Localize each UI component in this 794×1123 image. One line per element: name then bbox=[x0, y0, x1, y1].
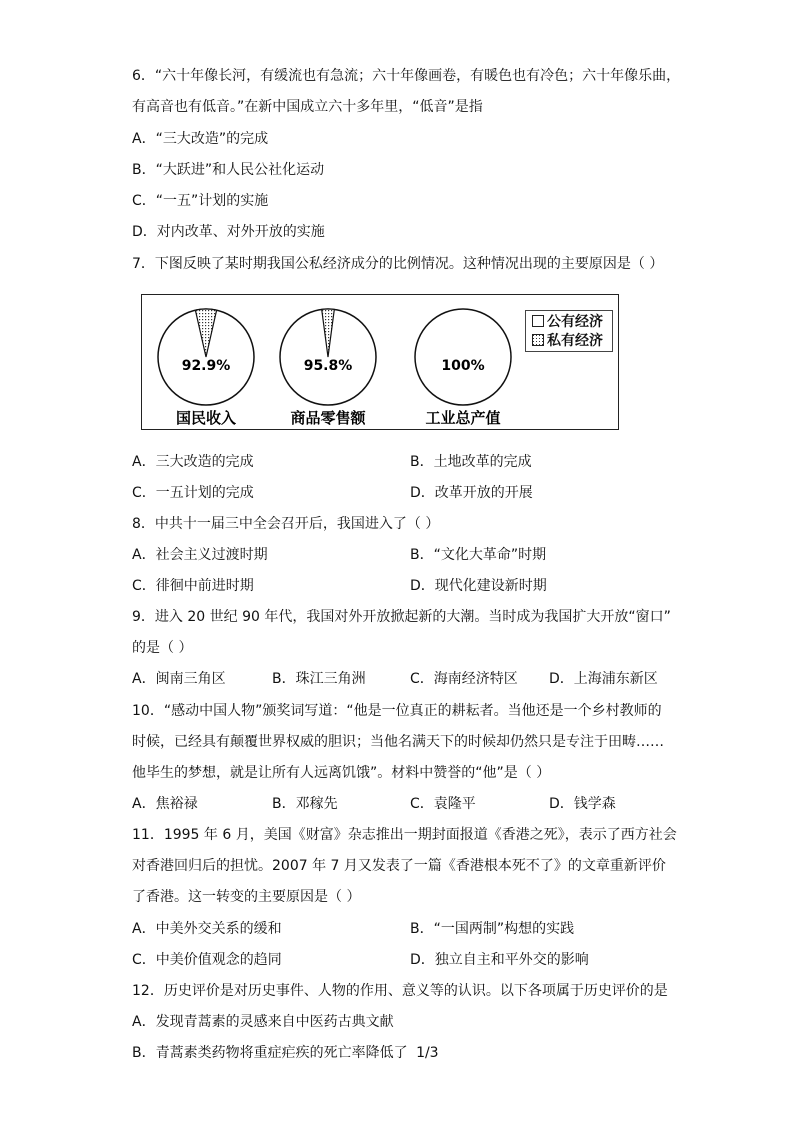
q9-stem-line2: 的是（ ） bbox=[132, 640, 193, 656]
q9-option-a: A．闽南三角区 bbox=[132, 671, 226, 687]
q12-stem: 12．历史评价是对历史事件、人物的作用、意义等的认识。以下各项属于历史评价的是 bbox=[132, 983, 668, 999]
q11-stem-line3: 了香港。这一转变的主要原因是（ ） bbox=[132, 889, 361, 905]
legend-item-public bbox=[532, 313, 603, 331]
q6-option-c: C．“一五”计划的实施 bbox=[132, 193, 269, 209]
pie-2-value-label: 95.8% bbox=[303, 358, 353, 374]
q7-option-d: D．改革开放的开展 bbox=[410, 485, 533, 501]
q10-stem-line2: 时候，已经具有颠覆世界权威的胆识；当他名满天下的时候却仍然只是专注于田畴…… bbox=[132, 734, 664, 750]
q8-stem: 8．中共十一届三中全会召开后，我国进入了（ ） bbox=[132, 516, 440, 532]
q8-option-d: D．现代化建设新时期 bbox=[410, 578, 547, 594]
legend-label-private: 私有经济 bbox=[547, 333, 603, 349]
q9-stem-line1: 9．进入 20 世纪 90 年代，我国对外开放掀起新的大潮。当时成为我国扩大开放“窗口” bbox=[132, 609, 671, 625]
q6-option-b: B．“大跃进”和人民公社化运动 bbox=[132, 162, 325, 178]
q6-option-d: D．对内改革、对外开放的实施 bbox=[132, 224, 325, 240]
q7-stem: 7．下图反映了某时期我国公私经济成分的比例情况。这种情况出现的主要原因是（ ） bbox=[132, 256, 664, 272]
q10-option-b: B．邓稼先 bbox=[272, 796, 338, 812]
q11-option-b: B．“一国两制”构想的实践 bbox=[410, 921, 575, 937]
q8-option-b: B．“文化大革命”时期 bbox=[410, 547, 547, 563]
q10-option-a: A．焦裕禄 bbox=[132, 796, 198, 812]
q7-option-b: B．土地改革的完成 bbox=[410, 454, 532, 470]
pie-2-caption: 商品零售额 bbox=[290, 409, 366, 427]
q6-option-a: A．“三大改造”的完成 bbox=[132, 131, 269, 147]
legend-item-private bbox=[532, 332, 603, 350]
q10-option-c: C．袁隆平 bbox=[410, 796, 476, 812]
q11-stem-line2: 对香港回归后的担忧。2007 年 7 月又发表了一篇《香港根本死不了》的文章重新评价 bbox=[132, 858, 666, 874]
q7-option-c: C．一五计划的完成 bbox=[132, 485, 254, 501]
q8-option-c: C．徘徊中前进时期 bbox=[132, 578, 254, 594]
q10-stem-line3: 他毕生的梦想，就是让所有人远离饥饿”。材料中赞誉的“他”是（ ） bbox=[132, 765, 551, 781]
q12-option-a: A．发现青蒿素的灵感来自中医药古典文献 bbox=[132, 1014, 394, 1030]
legend-label-public: 公有经济 bbox=[547, 314, 603, 330]
q10-option-d: D．钱学森 bbox=[549, 796, 616, 812]
q10-stem-line1: 10．“感动中国人物”颁奖词写道：“他是一位真正的耕耘者。当他还是一个乡村教师的 bbox=[132, 703, 662, 719]
pie-1-caption: 国民收入 bbox=[175, 409, 237, 427]
q11-option-a: A．中美外交关系的缓和 bbox=[132, 921, 282, 937]
q12-option-b bbox=[132, 1043, 439, 1063]
pie-3-circle bbox=[415, 309, 511, 405]
q7-option-a: A．三大改造的完成 bbox=[132, 454, 254, 470]
q6-stem-line2: 有高音也有低音。”在新中国成立六十多年里，“低音”是指 bbox=[132, 99, 483, 115]
pie-1-value-label: 92.9% bbox=[181, 358, 231, 374]
pie-3-value-label: 100% bbox=[441, 358, 485, 374]
legend-swatch-private bbox=[532, 334, 544, 346]
pie-3-caption: 工业总产值 bbox=[425, 409, 501, 427]
page-number: 1/3 bbox=[416, 1045, 439, 1061]
q6-stem-line1: 6．“六十年像长河，有缓流也有急流；六十年像画卷，有暖色也有冷色；六十年像乐曲， bbox=[132, 68, 681, 84]
q12-option-b-text: B．青蒿素类药物将重症疟疾的死亡率降低了 bbox=[132, 1045, 408, 1061]
q11-option-c: C．中美价值观念的趋同 bbox=[132, 952, 282, 968]
q11-stem-line1: 11．1995 年 6 月，美国《财富》杂志推出一期封面报道《香港之死》，表示了西方社会 bbox=[132, 827, 677, 843]
q9-option-d: D．上海浦东新区 bbox=[549, 671, 658, 687]
pie-chart-figure bbox=[141, 294, 619, 430]
chart-legend bbox=[525, 310, 613, 352]
q9-option-c: C．海南经济特区 bbox=[410, 671, 518, 687]
q11-option-d: D．独立自主和平外交的影响 bbox=[410, 952, 589, 968]
q9-option-b: B．珠江三角洲 bbox=[272, 671, 366, 687]
legend-swatch-public bbox=[532, 315, 544, 327]
q8-option-a: A．社会主义过渡时期 bbox=[132, 547, 268, 563]
